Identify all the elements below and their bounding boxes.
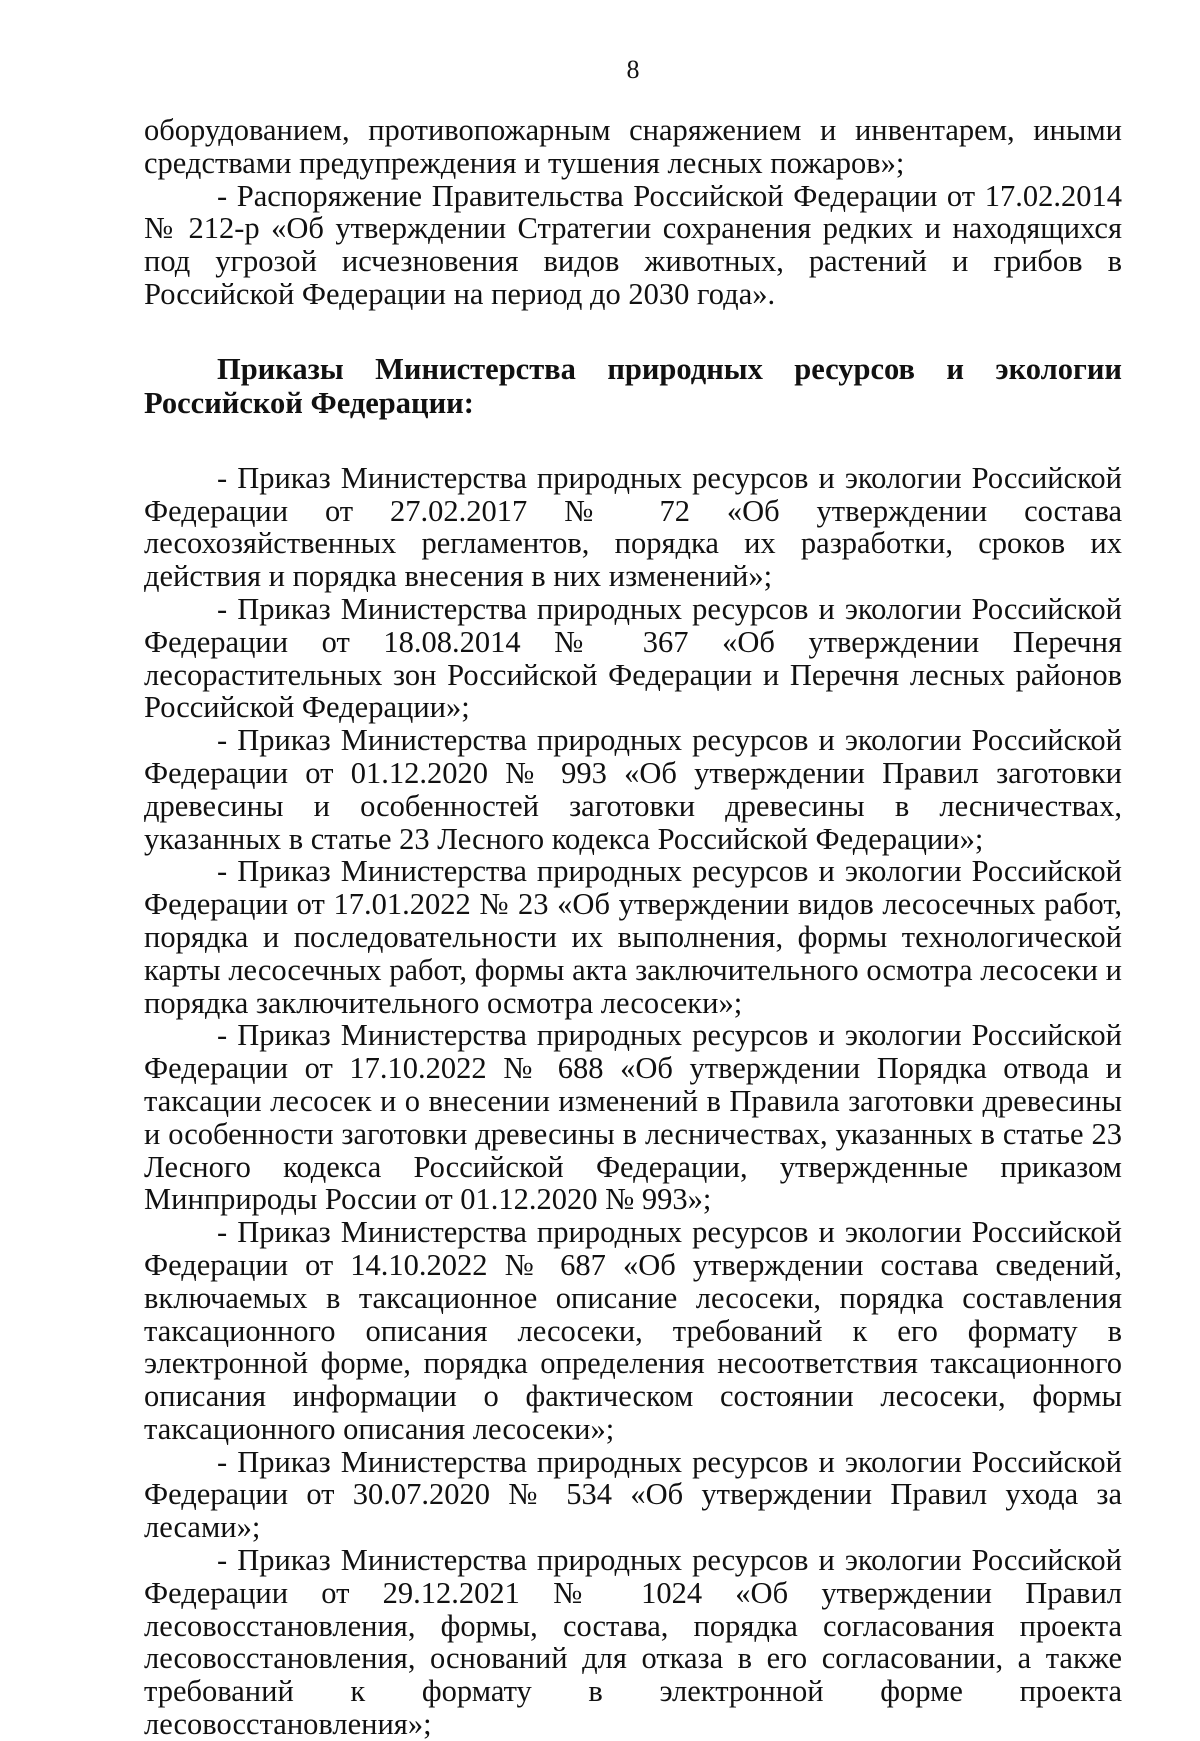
list-item-order-1024: - Приказ Министерства природных ресурсов и экологии Российской Федерации от 29.12.2021 № 1024 «Об утверждении Правил лесовосстановления, формы, состава, порядка согласования проекта лесовосстановления, оснований для отказа в его согласовании, а также требований к формату в электронной форме проекта лесовосстановления»; — [144, 1543, 1122, 1741]
paragraph-continuation: оборудованием, противопожарным снаряжением и инвентарем, иными средствами предупреждения и тушения лесных пожаров»; — [144, 113, 1122, 180]
list-item-order-687: - Приказ Министерства природных ресурсов и экологии Российской Федерации от 14.10.2022 № 687 «Об утверждении состава сведений, включаемых в таксационное описание лесосеки, порядка составления таксационного описания лесосеки, требований к его формату в электронной форме, порядка определения несоответствия таксационного описания информации о фактическом состоянии лесосеки, формы таксационного описания лесосеки»; — [144, 1215, 1122, 1446]
list-item-order-688: - Приказ Министерства природных ресурсов и экологии Российской Федерации от 17.10.2022 № 688 «Об утверждении Порядка отвода и таксации лесосек и о внесении изменений в Правила заготовки древесины и особенности заготовки древесины в лесничествах, указанных в статье 23 Лесного кодекса Российской Федерации, утвержденные приказом Минприроды России от 01.12.2020 № 993»; — [144, 1018, 1122, 1217]
list-item-order-23: - Приказ Министерства природных ресурсов и экологии Российской Федерации от 17.01.2022 № 23 «Об утверждении видов лесосечных работ, порядка и последовательности их выполнения, формы технологической карты лесосечных работ, формы акта заключительного осмотра лесосеки и порядка заключительного осмотра лесосеки»; — [144, 854, 1122, 1020]
document-body — [144, 114, 1122, 1741]
list-item-order-993: - Приказ Министерства природных ресурсов и экологии Российской Федерации от 01.12.2020 № 993 «Об утверждении Правил заготовки древесины и особенностей заготовки древесины в лесничествах, указанных в статье 23 Лесного кодекса Российской Федерации»; — [144, 723, 1122, 856]
list-item-order-367: - Приказ Министерства природных ресурсов и экологии Российской Федерации от 18.08.2014 № 367 «Об утверждении Перечня лесорастительных зон Российской Федерации и Перечня лесных районов Российской Федерации»; — [144, 591, 1122, 725]
section-heading: Приказы Министерства природных ресурсов и экологии Российской Федерации: — [144, 351, 1122, 420]
page-number: 8 — [626, 55, 640, 84]
paragraph-government-order: - Распоряжение Правительства Российской Федерации от 17.02.2014 № 212-р «Об утверждении Стратегии сохранения редких и находящихся под угрозой исчезновения видов животных, растений и грибов в Российской Федерации на период до 2030 года». — [144, 178, 1122, 311]
list-item-order-534: - Приказ Министерства природных ресурсов и экологии Российской Федерации от 30.07.2020 № 534 «Об утверждении Правил ухода за лесами»; — [144, 1444, 1122, 1545]
list-item-order-72: - Приказ Министерства природных ресурсов и экологии Российской Федерации от 27.02.2017 № 72 «Об утверждении состава лесохозяйственных регламентов, порядка их разработки, сроков их действия и порядка внесения в них изменений»; — [144, 460, 1122, 594]
